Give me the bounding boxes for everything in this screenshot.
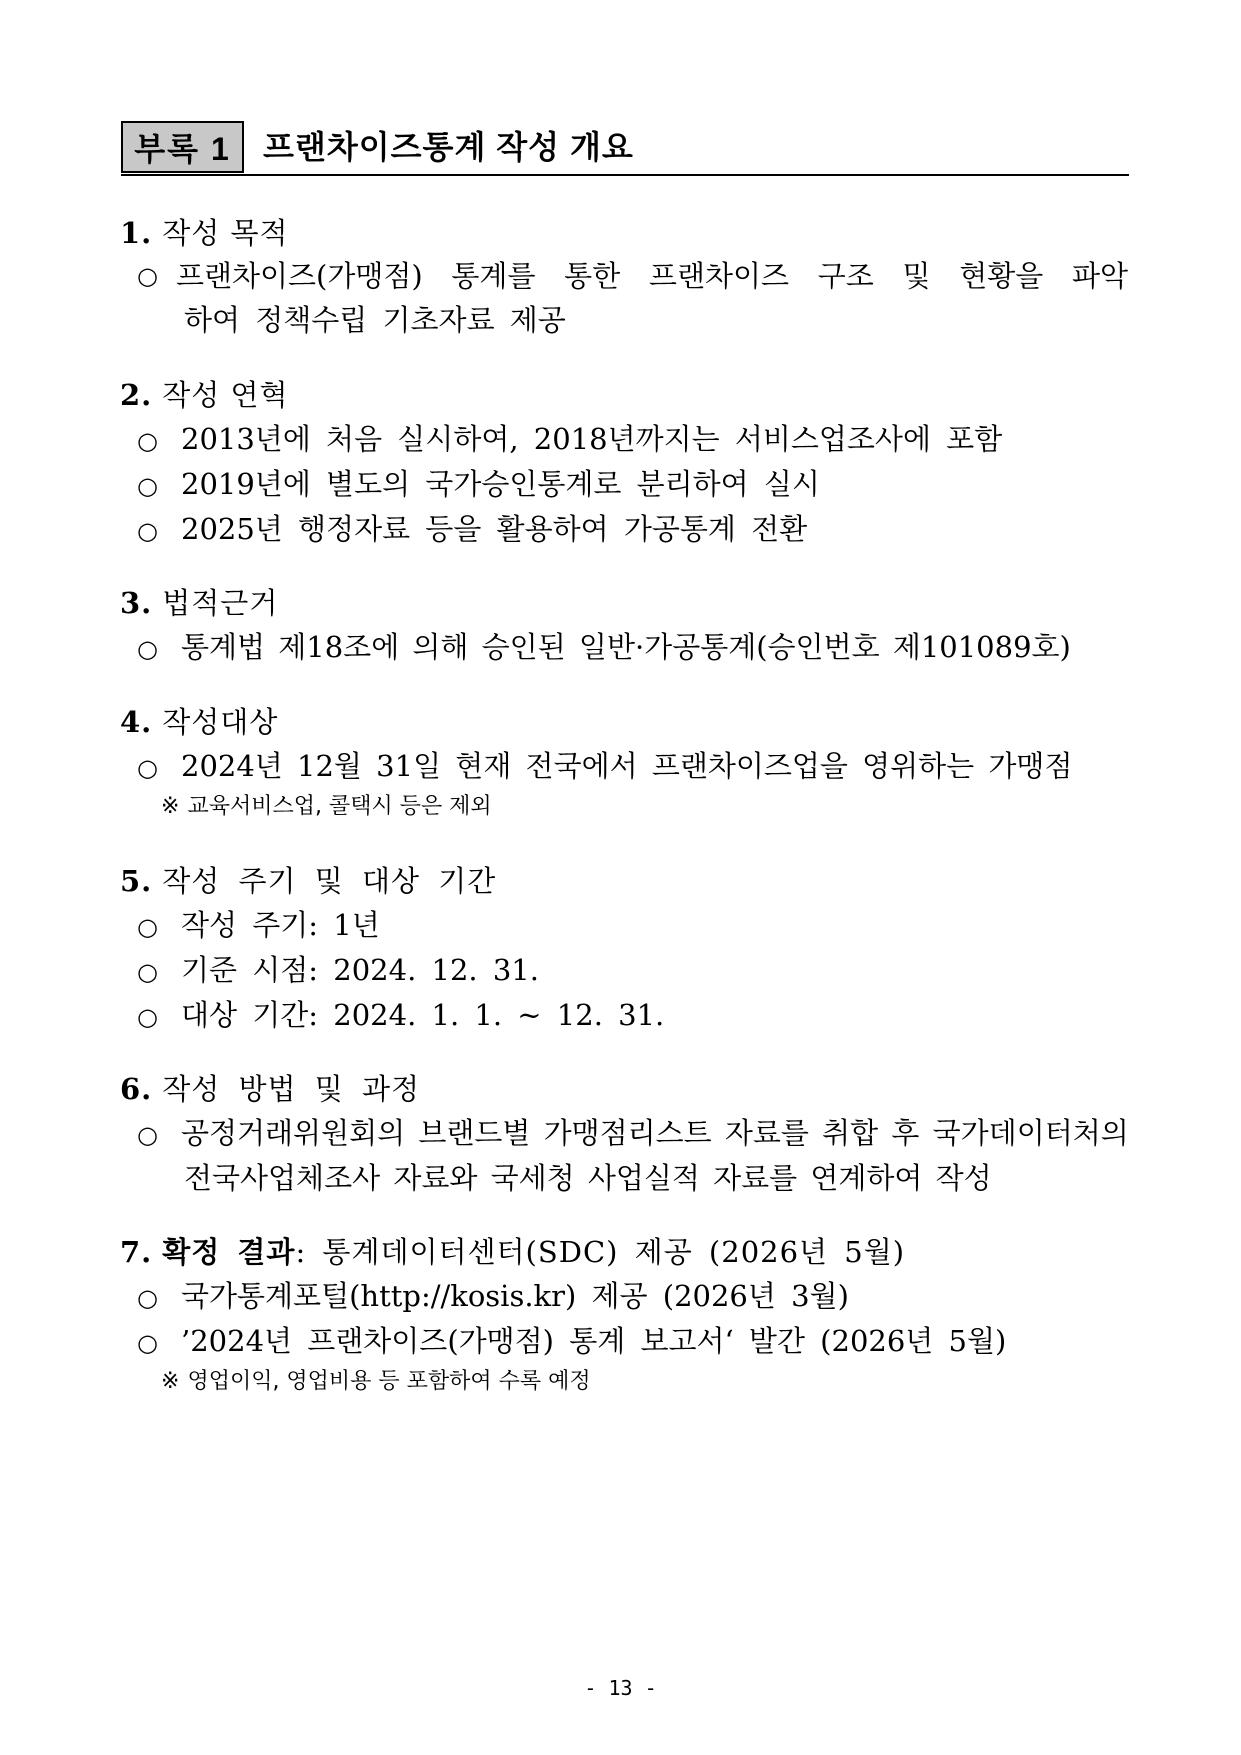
appendix-tag: 부록 1 xyxy=(121,121,244,173)
item-text: 국가통계포털(http://kosis.kr) 제공 (2026년 3월) xyxy=(181,1279,849,1313)
section-number: 4. xyxy=(120,705,153,739)
section-4-item-1 xyxy=(137,748,1072,784)
item-text: 2025년 행정자료 등을 활용하여 가공통계 전환 xyxy=(181,512,808,546)
note-text: 영업이익, 영업비용 등 포함하여 수록 예정 xyxy=(187,1369,591,1394)
section-5-item-3 xyxy=(137,997,664,1033)
section-heading: 확정 결과 xyxy=(162,1235,296,1269)
circle-bullet-icon: ○ xyxy=(137,913,158,941)
section-heading: 법적근거 xyxy=(162,586,279,620)
page-number: - 13 - xyxy=(584,1676,657,1700)
section-6-item-1-line-1 xyxy=(137,1115,1129,1151)
circle-bullet-icon: ○ xyxy=(137,427,158,455)
reference-mark-icon: ※ xyxy=(161,794,180,819)
section-5-title xyxy=(120,863,496,899)
section-number: 5. xyxy=(120,864,153,898)
item-text: 대상 기간: 2024. 1. 1. ~ 12. 31. xyxy=(181,998,665,1032)
item-text: 작성 주기: 1년 xyxy=(181,908,380,942)
section-3-item-1 xyxy=(137,629,1071,665)
circle-bullet-icon: ○ xyxy=(137,472,158,500)
section-7-title xyxy=(120,1234,905,1270)
section-heading: 작성 주기 및 대상 기간 xyxy=(162,864,497,898)
circle-bullet-icon: ○ xyxy=(137,635,158,663)
header-rule xyxy=(121,174,1129,176)
circle-bullet-icon: ○ xyxy=(137,1329,158,1357)
section-1-item-1-line-1 xyxy=(120,258,1128,294)
section-heading: 작성대상 xyxy=(162,705,279,739)
circle-bullet-icon: ○ xyxy=(137,1284,158,1312)
section-number: 6. xyxy=(120,1072,153,1106)
item-text: 2024년 12월 31일 현재 전국에서 프랜차이즈업을 영위하는 가맹점 xyxy=(181,749,1073,783)
circle-bullet-icon: ○ xyxy=(137,1003,158,1031)
section-2-item-2 xyxy=(137,466,820,502)
section-number: 2. xyxy=(120,378,153,412)
appendix-title: 프랜차이즈통계 작성 개요 xyxy=(263,129,634,165)
section-heading: 작성 목적 xyxy=(162,216,289,250)
item-text: 기준 시점: 2024. 12. 31. xyxy=(181,953,539,987)
section-1-item-1-line-2: 하여 정책수립 기초자료 제공 xyxy=(184,303,566,337)
item-text: ’2024년 프랜차이즈(가맹점) 통계 보고서‘ 발간 (2026년 5월) xyxy=(181,1324,1007,1358)
section-2-item-3 xyxy=(137,511,807,547)
item-text: 통계법 제18조에 의해 승인된 일반·가공통계(승인번호 제101089호) xyxy=(181,630,1071,664)
section-2-title xyxy=(120,377,289,413)
section-4-note xyxy=(161,789,492,825)
section-5-item-2 xyxy=(137,952,539,988)
circle-bullet-icon: ○ xyxy=(137,1121,158,1149)
section-3-title xyxy=(120,585,278,621)
circle-bullet-icon: ○ xyxy=(137,262,158,290)
section-number: 3. xyxy=(120,586,153,620)
section-heading: 작성 연혁 xyxy=(162,378,289,412)
circle-bullet-icon: ○ xyxy=(137,517,158,545)
reference-mark-icon: ※ xyxy=(161,1369,180,1394)
section-7-item-2 xyxy=(137,1323,1006,1359)
section-2-item-1 xyxy=(137,421,1002,457)
item-text: 2019년에 별도의 국가승인통계로 분리하여 실시 xyxy=(181,467,820,501)
section-number: 1. xyxy=(120,216,153,250)
section-4-title xyxy=(120,704,278,740)
section-6-item-1-line-2: 전국사업체조사 자료와 국세청 사업실적 자료를 연계하여 작성 xyxy=(184,1161,992,1195)
item-text: 2013년에 처음 실시하여, 2018년까지는 서비스업조사에 포함 xyxy=(181,422,1003,456)
section-5-item-1 xyxy=(137,907,380,943)
circle-bullet-icon: ○ xyxy=(137,754,158,782)
item-text: 프랜차이즈(가맹점) 통계를 통한 프랜차이즈 구조 및 현황을 파악 xyxy=(175,259,1128,293)
section-7-item-1 xyxy=(137,1278,849,1314)
appendix-header xyxy=(121,121,1129,177)
section-heading: 작성 방법 및 과정 xyxy=(162,1072,421,1106)
section-7-note xyxy=(161,1364,591,1400)
note-text: 교육서비스업, 콜택시 등은 제외 xyxy=(187,794,492,819)
section-heading-suffix: : 통계데이터센터(SDC) 제공 (2026년 5월) xyxy=(295,1235,906,1269)
item-text: 공정거래위원회의 브랜드별 가맹점리스트 자료를 취합 후 국가데이터처의 xyxy=(181,1116,1129,1150)
section-number: 7. xyxy=(120,1235,153,1269)
section-6-title xyxy=(120,1071,420,1107)
section-1-title xyxy=(120,215,289,251)
circle-bullet-icon: ○ xyxy=(137,958,158,986)
